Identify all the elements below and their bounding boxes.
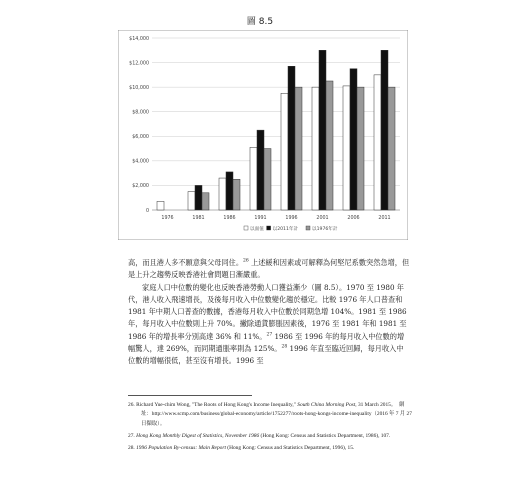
bar	[374, 75, 381, 210]
legend-swatch	[244, 226, 248, 230]
x-tick-label: 1976	[161, 216, 174, 221]
x-tick-label: 1986	[223, 216, 236, 221]
bar	[202, 193, 209, 210]
bar	[319, 50, 326, 210]
legend	[244, 225, 338, 232]
bar	[350, 69, 357, 210]
bar	[226, 172, 233, 210]
x-tick-label: 2011	[378, 216, 391, 221]
paragraph-2	[128, 282, 410, 368]
paragraph-1-text: 高，而且港人多不願意與父母同住。	[128, 258, 244, 267]
footnote-ref-26[interactable]: 26	[243, 258, 249, 264]
legend-swatch	[267, 226, 271, 230]
y-tick-label: $12,000	[129, 61, 149, 67]
footnote-divider	[128, 395, 252, 396]
bar	[388, 87, 395, 210]
y-tick-label: $8,000	[132, 110, 149, 116]
footnote-28: 28. 1996 Population By-census: Main Report (Hong Kong: Census and Statistics Department, 1996), 15.	[128, 445, 355, 452]
y-tick-label: $2,000	[132, 184, 149, 190]
footnote-ref-28[interactable]: 28	[281, 344, 288, 350]
bar	[250, 147, 257, 210]
bar-chart	[118, 30, 408, 240]
legend-label: 以面值	[250, 226, 264, 232]
y-tick-label: $14,000	[129, 36, 149, 42]
footnote-27: 27. Hong Kong Monthly Digest of Statistics, November 1986 (Hong Kong: Census and Statistics Department, 1986), 107.	[128, 432, 391, 439]
paragraph-2-text-b: 1986 至 1996 年的每月收入中位數的增幅驚人，達 269%，而同期通脹率則為 125%。	[128, 331, 405, 354]
paragraph-2-text: 家庭人口中位數的變化也反映香港勞動人口獲益漸少（圖 8.5）。1970 至 1980 年代，港人收入飛速增長，及後每月收入中位數變化趨於穩定。比較 1976 年人口普查和 1981 年中期人口普查的數據，香港每月收入中位數於同期急增 104%。1981 至 1986 年，每月收入中位數則上升 70%。撇除通貨膨脹因素後，1976 至 1981 年和 1981 至 1986 年的增長率分別高達 36% 和 11%。	[128, 282, 407, 341]
bar	[357, 87, 364, 210]
y-tick-label: $6,000	[132, 135, 149, 141]
footnotes	[128, 401, 414, 456]
bar	[326, 81, 333, 210]
y-tick-label: $10,000	[129, 85, 149, 91]
bar	[343, 86, 350, 210]
bar	[219, 178, 226, 210]
x-tick-label: 1981	[192, 216, 205, 221]
paragraph-1-rest: 上述緩和因素或可解釋為何堅尼系數突然急增，但是上升之趨勢反映香港社會問題日漸嚴重。	[128, 258, 410, 280]
bar	[188, 192, 195, 210]
bar	[264, 149, 271, 210]
bar	[381, 50, 388, 210]
legend-swatch	[306, 226, 310, 230]
bar	[281, 93, 288, 210]
y-tick-label: $4,000	[132, 159, 149, 165]
x-tick-label: 1991	[254, 216, 267, 221]
footnote-ref-27[interactable]: 27	[266, 332, 273, 338]
body-text	[128, 257, 410, 368]
x-tick-label: 2006	[347, 216, 360, 221]
legend-label: 以1976年計	[312, 226, 338, 232]
bar	[312, 87, 319, 210]
figure-title: 圖 8.5	[246, 17, 274, 27]
x-tick-label: 1996	[285, 216, 298, 221]
footnote-26: 26. Richard Yue-chim Wong, "The Roots of Hong Kong's Income Inequality," South China Morning Post, 31 March 2015。 網址：http://www.scmp.com/business/global-economy/article/1752277/roots-hong-kongs-income-inequality（2016 年 7 月 27 日擷取）。	[128, 402, 412, 427]
paragraph-1	[128, 257, 410, 282]
bar	[233, 179, 240, 210]
x-tick-label: 2001	[316, 216, 329, 221]
bar	[195, 185, 202, 210]
legend-label: 以2011年計	[272, 226, 299, 232]
bar	[295, 87, 302, 210]
bar	[157, 201, 164, 210]
paragraph-2-text-c: 1996 年直至臨近回歸，每月收入中位數的增幅很低，甚至沒有增長。1996 至	[128, 344, 404, 366]
y-tick-label: 0	[145, 208, 149, 214]
bar	[288, 66, 295, 210]
bar	[257, 130, 264, 210]
